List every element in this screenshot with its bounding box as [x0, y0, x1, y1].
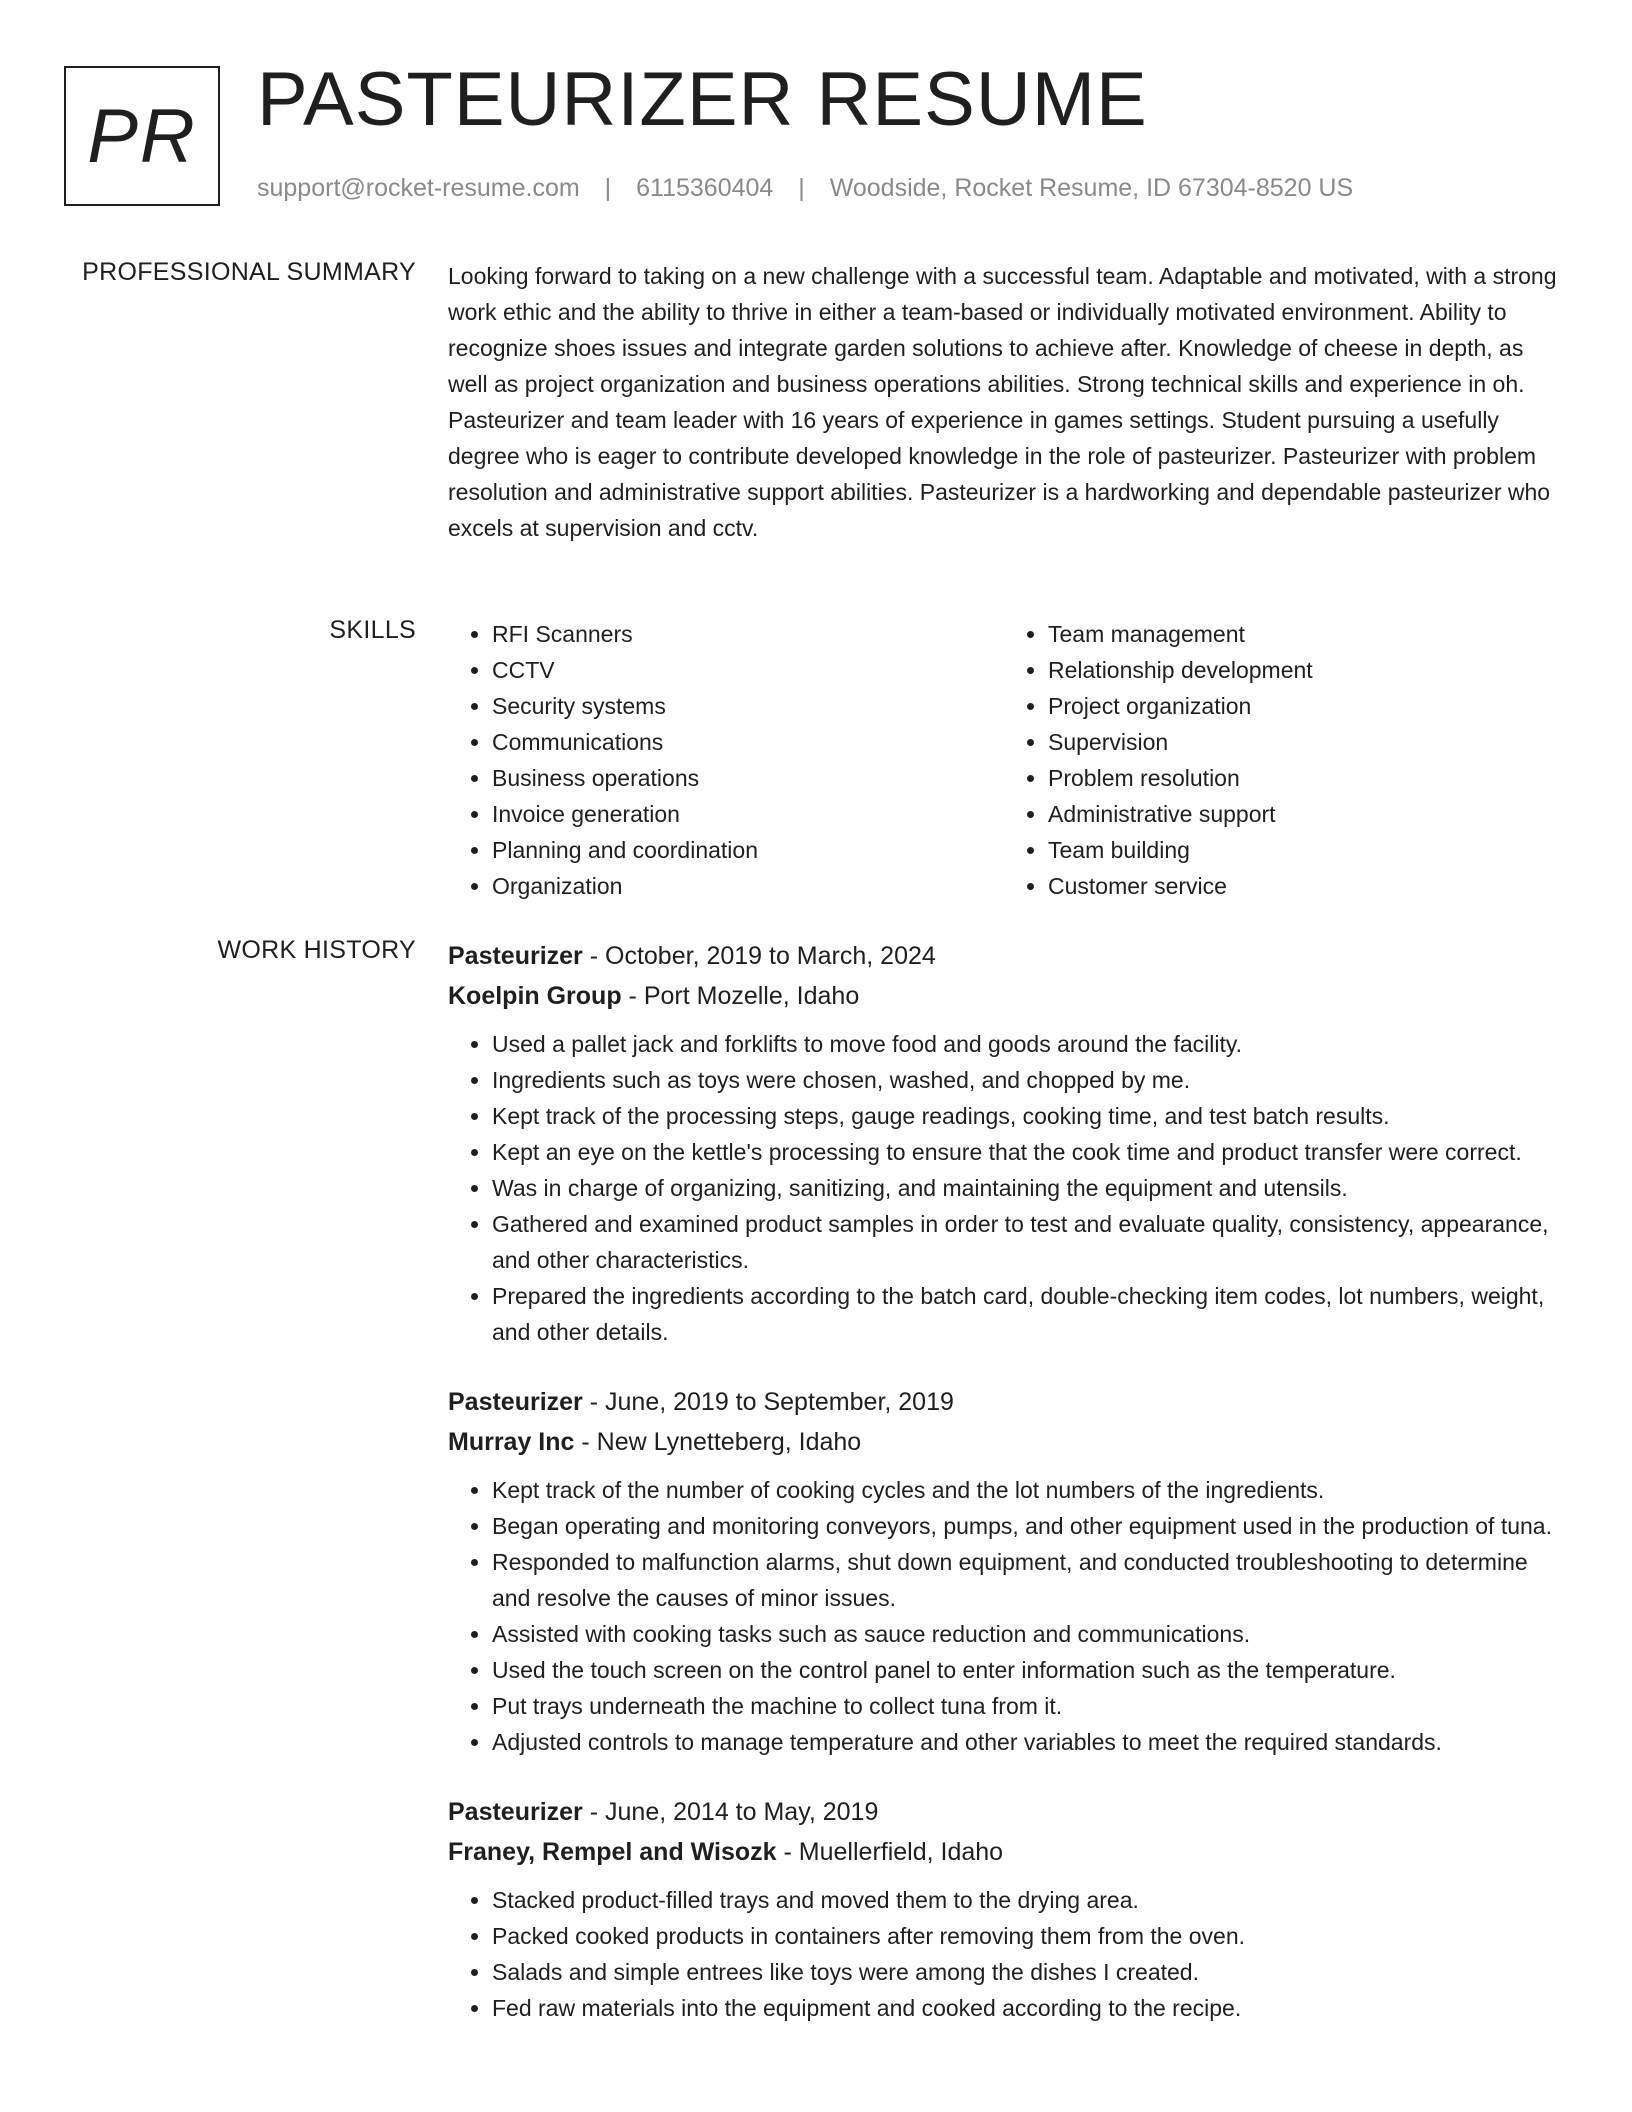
- skill-item: • Supervision: [1048, 724, 1560, 760]
- job-company-line: [448, 1832, 1560, 1872]
- monogram-initials: PR: [87, 93, 197, 179]
- job-entry: [448, 936, 1560, 1350]
- skill-item: • Customer service: [1048, 868, 1560, 904]
- skill-item: • CCTV: [492, 652, 1004, 688]
- job-title: Pasteurizer: [448, 942, 583, 970]
- job-bullet: • Packed cooked products in containers after removing them from the oven.: [492, 1918, 1560, 1954]
- job-location: - New Lynetteberg, Idaho: [574, 1428, 862, 1456]
- job-bullet: • Stacked product-filled trays and moved them to the drying area.: [492, 1882, 1560, 1918]
- job-title-line: [448, 1382, 1560, 1422]
- resume-name: PASTEURIZER RESUME: [257, 57, 1148, 142]
- skill-item: • Communications: [492, 724, 1004, 760]
- job-bullet: • Kept an eye on the kettle's processing to ensure that the cook time and product transfer were correct.: [492, 1134, 1560, 1170]
- job-bullet: • Began operating and monitoring conveyors, pumps, and other equipment used in the production of tuna.: [492, 1508, 1560, 1544]
- skill-item: • Project organization: [1048, 688, 1560, 724]
- contact-phone: 6115360404: [636, 174, 774, 202]
- job-bullet: • Prepared the ingredients according to the batch card, double-checking item codes, lot numbers, weight, and other details.: [492, 1278, 1560, 1350]
- summary-heading: PROFESSIONAL SUMMARY: [82, 258, 416, 286]
- job-bullet: • Responded to malfunction alarms, shut down equipment, and conducted troubleshooting to determine and resolve the causes of minor issues.: [492, 1544, 1560, 1616]
- job-company: Murray Inc: [448, 1428, 575, 1456]
- contact-address: Woodside, Rocket Resume, ID 67304-8520 US: [829, 174, 1354, 202]
- skill-item: • Team building: [1048, 832, 1560, 868]
- contact-email: support@rocket-resume.com: [257, 174, 580, 202]
- summary-text: Looking forward to taking on a new challenge with a successful team. Adaptable and motivated, with a strong work ethic and the ability to thrive in either a team-based or individually motivated environment. Ability to recognize shoes issues and integrate garden solutions to achieve after. Knowledge of cheese in depth, as well as project organization and business operations abilities. Strong technical skills and experience in oh. Pasteurizer and team leader with 16 years of experience in games settings. Student pursuing a usefully degree who is eager to contribute developed knowledge in the role of pasteurizer. Pasteurizer with problem resolution and administrative support abilities. Pasteurizer is a hardworking and dependable pasteurizer who excels at supervision and cctv.: [448, 263, 1557, 541]
- job-location: - Port Mozelle, Idaho: [621, 982, 860, 1010]
- job-title: Pasteurizer: [448, 1388, 583, 1416]
- job-bullet: • Kept track of the number of cooking cycles and the lot numbers of the ingredients.: [492, 1472, 1560, 1508]
- job-bullet: • Used a pallet jack and forklifts to move food and goods around the facility.: [492, 1026, 1560, 1062]
- job-bullet: • Adjusted controls to manage temperature and other variables to meet the required standards.: [492, 1724, 1560, 1760]
- job-title-line: [448, 936, 1560, 976]
- job-dates: - June, 2019 to September, 2019: [582, 1388, 954, 1416]
- job-company-line: [448, 976, 1560, 1016]
- work-history-heading: WORK HISTORY: [217, 936, 416, 964]
- job-bullet: • Put trays underneath the machine to collect tuna from it.: [492, 1688, 1560, 1724]
- job-company-line: [448, 1422, 1560, 1462]
- job-bullet: • Used the touch screen on the control panel to enter information such as the temperature.: [492, 1652, 1560, 1688]
- job-bullet: • Assisted with cooking tasks such as sauce reduction and communications.: [492, 1616, 1560, 1652]
- job-title-line: [448, 1792, 1560, 1832]
- job-dates: - October, 2019 to March, 2024: [582, 942, 936, 970]
- job-bullet-list: [448, 1882, 1560, 2026]
- job-entry: [448, 1382, 1560, 1760]
- job-company: Koelpin Group: [448, 982, 622, 1010]
- job-bullet: • Kept track of the processing steps, gauge readings, cooking time, and test batch results.: [492, 1098, 1560, 1134]
- skills-body: [448, 616, 1560, 904]
- job-company: Franey, Rempel and Wisozk: [448, 1838, 777, 1866]
- monogram-logo: [64, 66, 220, 206]
- job-bullet-list: [448, 1472, 1560, 1760]
- skill-item: • Team management: [1048, 616, 1560, 652]
- skill-item: • RFI Scanners: [492, 616, 1004, 652]
- work-history-body: [448, 936, 1560, 2058]
- skill-item: • Problem resolution: [1048, 760, 1560, 796]
- job-dates: - June, 2014 to May, 2019: [582, 1798, 879, 1826]
- job-bullet: • Salads and simple entrees like toys were among the dishes I created.: [492, 1954, 1560, 1990]
- job-bullet: • Ingredients such as toys were chosen, washed, and chopped by me.: [492, 1062, 1560, 1098]
- skill-item: • Business operations: [492, 760, 1004, 796]
- skill-item: • Relationship development: [1048, 652, 1560, 688]
- job-bullet: • Gathered and examined product samples in order to test and evaluate quality, consistency, appearance, and other characteristics.: [492, 1206, 1560, 1278]
- skills-list-right: [1004, 616, 1560, 904]
- skill-item: • Organization: [492, 868, 1004, 904]
- skill-item: • Invoice generation: [492, 796, 1004, 832]
- contact-separator: |: [798, 174, 805, 202]
- contact-separator: |: [604, 174, 612, 202]
- skills-list-left: [448, 616, 1004, 904]
- skills-heading: SKILLS: [329, 616, 416, 644]
- job-location: - Muellerfield, Idaho: [776, 1838, 1004, 1866]
- job-entry: [448, 1792, 1560, 2026]
- skill-item: • Administrative support: [1048, 796, 1560, 832]
- job-bullet-list: [448, 1026, 1560, 1350]
- job-bullet: • Fed raw materials into the equipment and cooked according to the recipe.: [492, 1990, 1560, 2026]
- job-bullet: • Was in charge of organizing, sanitizing, and maintaining the equipment and utensils.: [492, 1170, 1560, 1206]
- skill-item: • Security systems: [492, 688, 1004, 724]
- skill-item: • Planning and coordination: [492, 832, 1004, 868]
- contact-line: [257, 174, 1353, 203]
- summary-body: [448, 258, 1560, 546]
- job-title: Pasteurizer: [448, 1798, 583, 1826]
